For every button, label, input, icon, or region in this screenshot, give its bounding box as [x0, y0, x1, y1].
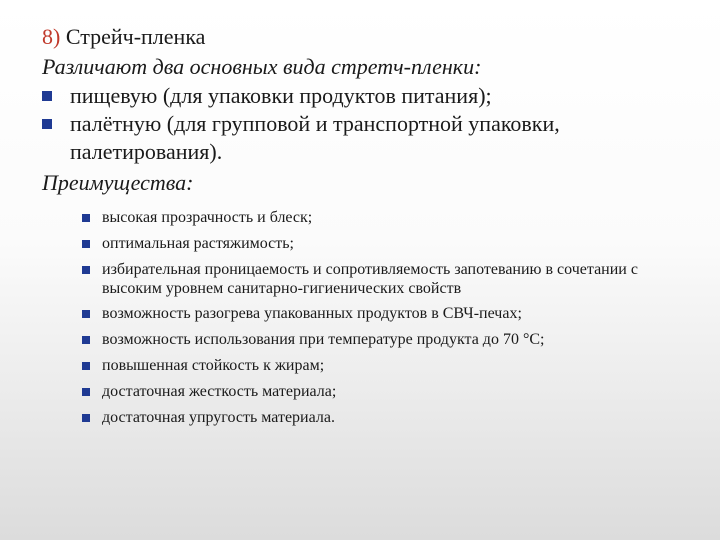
advantage-label: повышенная стойкость к жирам;	[102, 357, 325, 374]
type-item-food	[42, 82, 692, 110]
type-item-label: палётную (для групповой и транспортной упаковки, палетирования).	[70, 111, 560, 164]
square-bullet-icon	[82, 310, 90, 318]
advantages-heading: Преимущества:	[42, 170, 194, 195]
square-bullet-icon	[82, 240, 90, 248]
square-bullet-icon	[82, 266, 90, 274]
square-bullet-icon	[42, 119, 52, 129]
square-bullet-icon	[82, 214, 90, 222]
advantage-label: достаточная упругость материала.	[102, 409, 335, 426]
square-bullet-icon	[82, 388, 90, 396]
square-bullet-icon	[42, 91, 52, 101]
type-item-pallet	[42, 110, 692, 166]
advantage-item	[82, 260, 692, 298]
advantage-label: возможность разогрева упакованных продуктов в СВЧ-печах;	[102, 305, 522, 322]
title-number: 8)	[42, 24, 61, 49]
advantage-item	[82, 330, 692, 349]
square-bullet-icon	[82, 362, 90, 370]
advantage-item	[82, 356, 692, 375]
slide-content	[42, 22, 692, 434]
advantage-item	[82, 304, 692, 323]
square-bullet-icon	[82, 336, 90, 344]
advantage-label: оптимальная растяжимость;	[102, 235, 294, 252]
advantage-label: возможность использования при температуре продукта до 70 °С;	[102, 331, 545, 348]
advantage-item	[82, 234, 692, 253]
square-bullet-icon	[82, 414, 90, 422]
advantage-label: высокая прозрачность и блеск;	[102, 209, 313, 226]
advantage-label: избирательная проницаемость и сопротивляемость запотеванию в сочетании с высоким уровнем санитарно-гигиенических свойств	[102, 261, 638, 297]
slide-title	[42, 22, 692, 52]
intro-text: Различают два основных вида стретч-пленки:	[42, 54, 482, 79]
advantages-list	[42, 208, 692, 427]
advantage-label: достаточная жесткость материала;	[102, 383, 337, 400]
advantage-item	[82, 408, 692, 427]
type-item-label: пищевую (для упаковки продуктов питания);	[70, 83, 492, 108]
title-text: Стрейч-пленка	[65, 24, 206, 49]
advantage-item	[82, 208, 692, 227]
advantage-item	[82, 382, 692, 401]
